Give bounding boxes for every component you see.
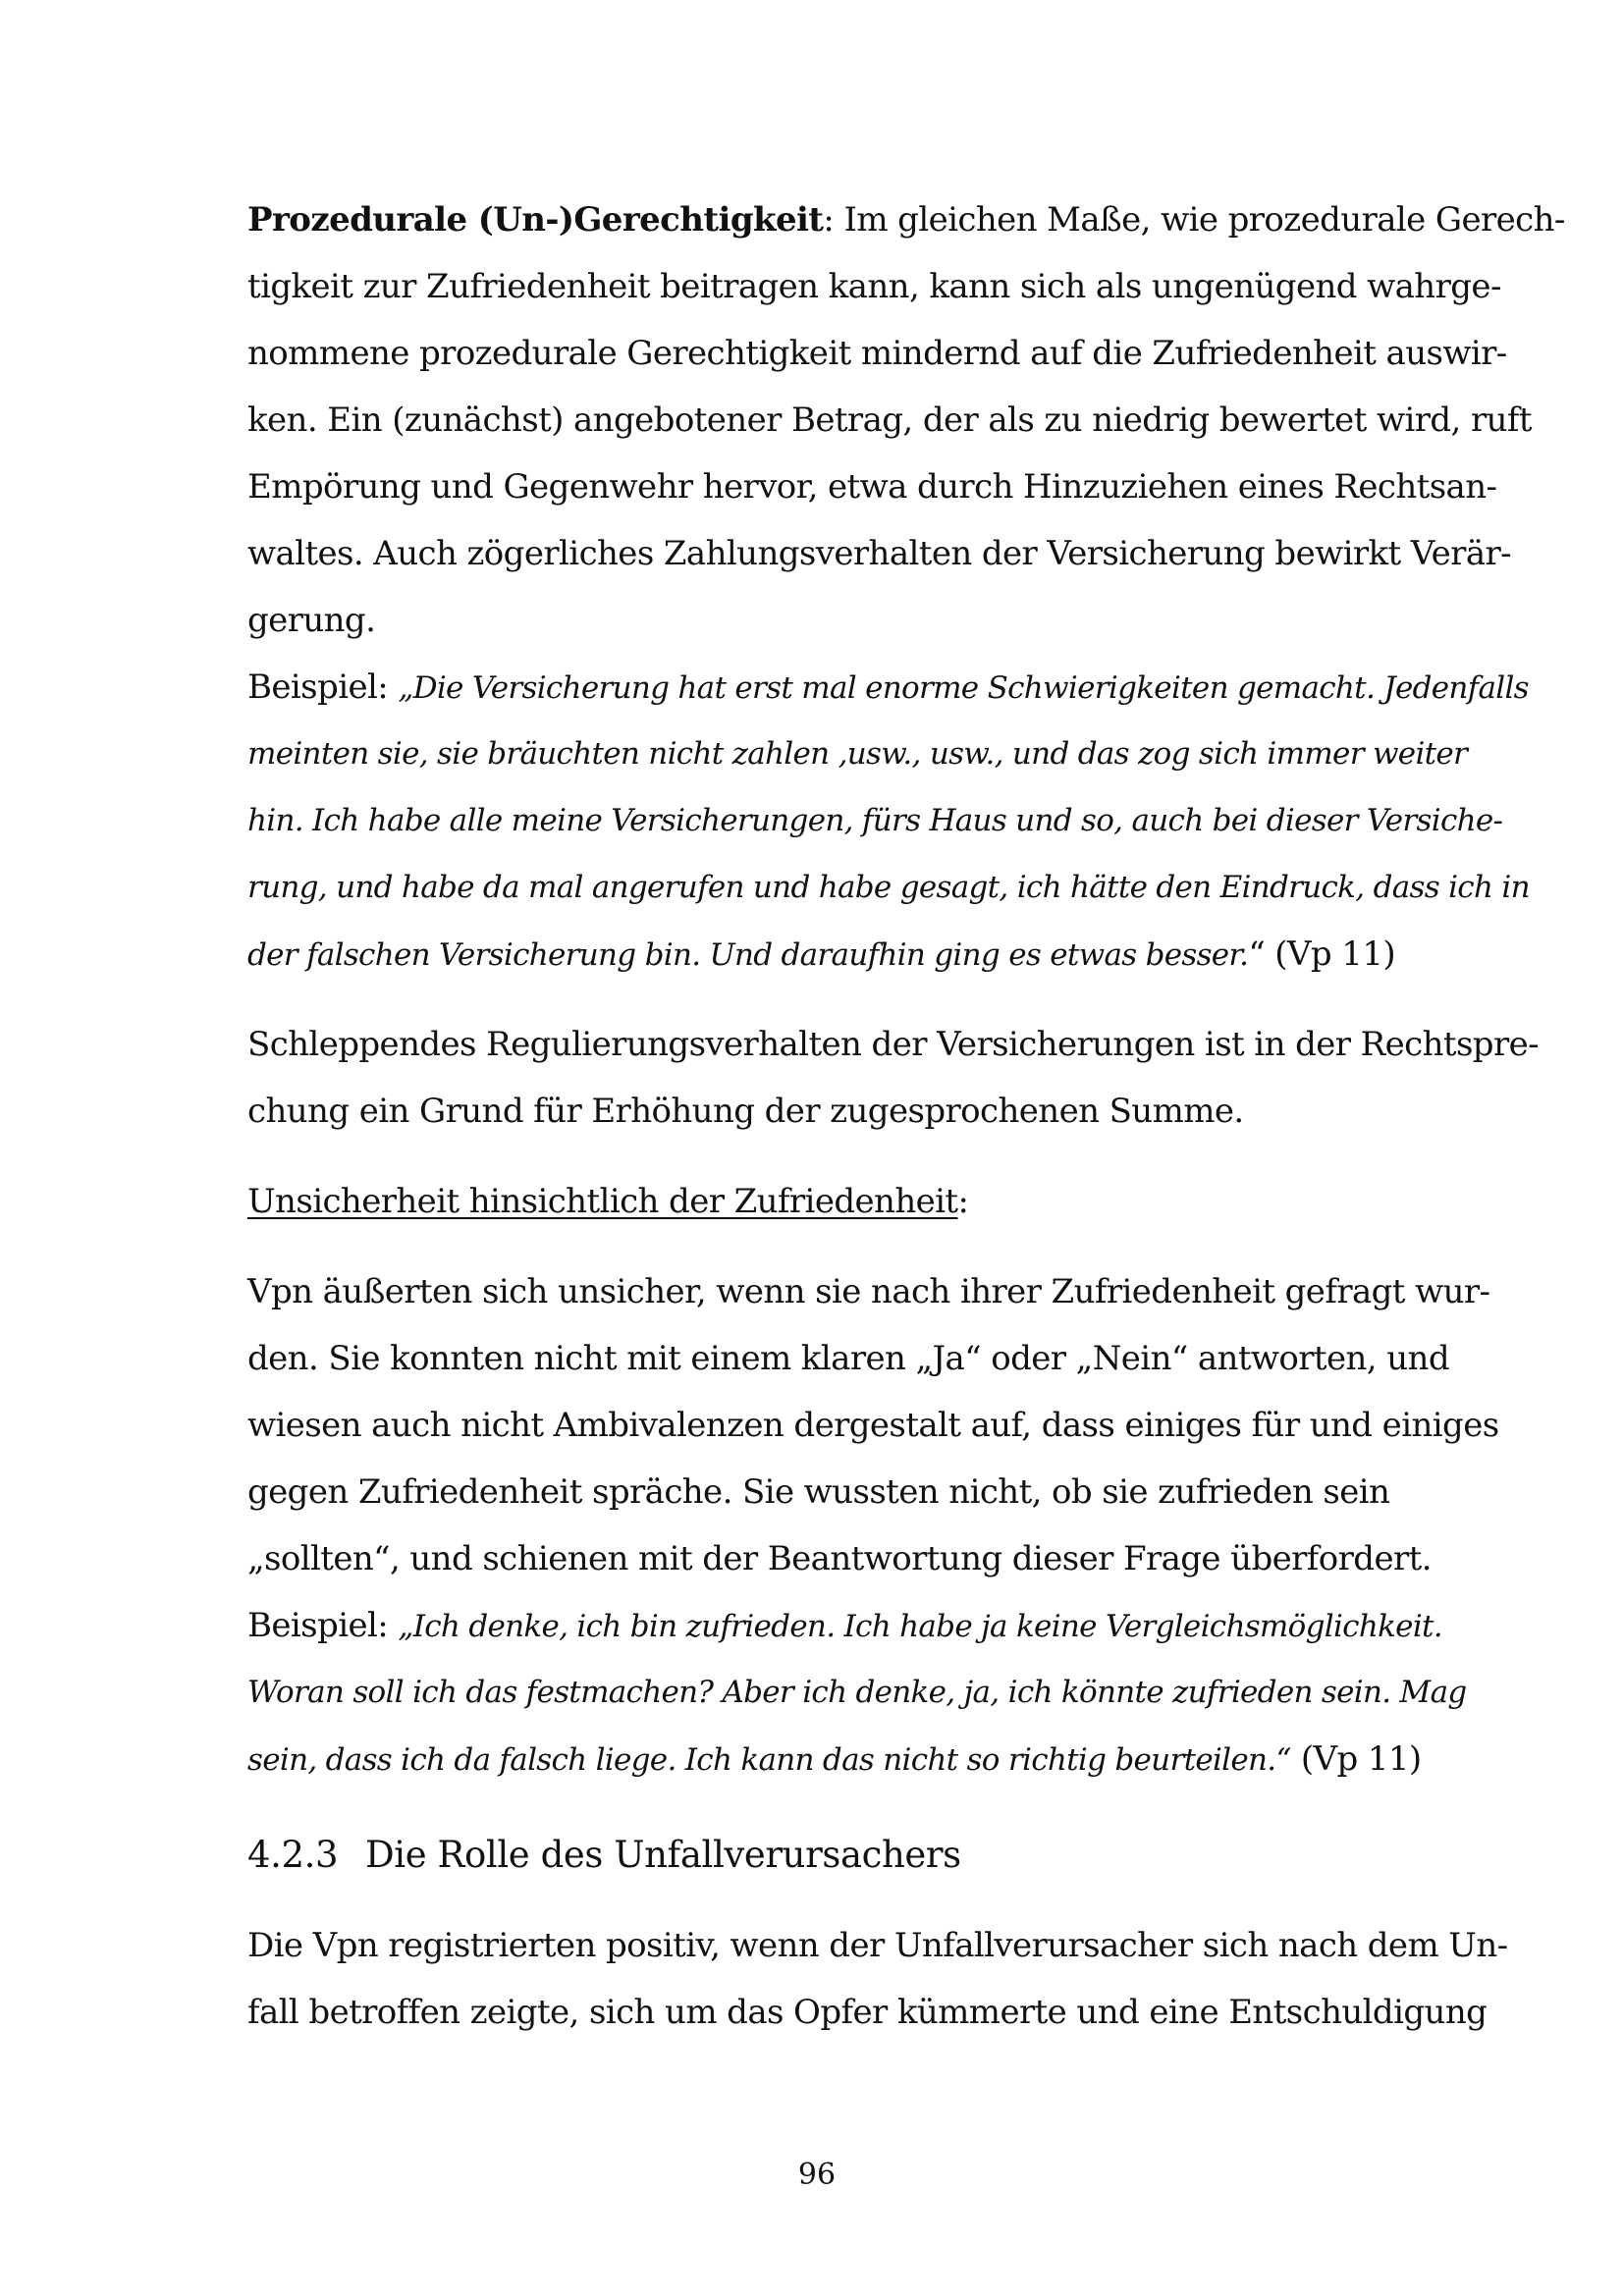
example-source: “ (Vp 11)	[1248, 934, 1396, 974]
section-number: 4.2.3	[247, 1834, 339, 1876]
example-line	[247, 1606, 1442, 1646]
subheading	[247, 1182, 968, 1221]
paragraph-line: Schleppendes Regulierungsverhalten der Versicherungen ist in der Rechtspre-	[247, 1025, 1540, 1064]
document-page	[247, 0, 1565, 2296]
example-quote: hin. Ich habe alle meine Versicherungen, fürs Haus und so, auch bei dieser Versiche-	[247, 803, 1503, 838]
section-heading	[247, 1836, 961, 1875]
example-source: (Vp 11)	[1290, 1739, 1422, 1779]
subheading-text: Unsicherheit hinsichtlich der Zufriedenheit	[247, 1182, 958, 1221]
example-quote: Woran soll ich das festmachen? Aber ich denke, ja, ich könnte zufrieden sein. Mag	[247, 1675, 1467, 1710]
paragraph-line: den. Sie konnten nicht mit einem klaren „Ja“ oder „Nein“ antworten, und	[247, 1339, 1449, 1378]
paragraph-text: : Im gleichen Maße, wie prozedurale Gerech-	[823, 200, 1565, 240]
example-quote: sein, dass ich da falsch liege. Ich kann das nicht so richtig beurteilen.“	[247, 1742, 1291, 1778]
paragraph-line: chung ein Grund für Erhöhung der zugesprochenen Summe.	[247, 1092, 1244, 1131]
example-line	[247, 1739, 1422, 1780]
example-quote: meinten sie, sie bräuchten nicht zahlen ,usw., usw., und das zog sich immer weiter	[247, 736, 1468, 772]
paragraph-line: ken. Ein (zunächst) angebotener Betrag, der als zu niedrig bewertet wird, ruft	[247, 400, 1532, 440]
paragraph-line: „sollten“, und schienen mit der Beantwortung dieser Frage überfordert.	[247, 1539, 1432, 1578]
term-heading: Prozedurale (Un-)Gerechtigkeit	[247, 200, 824, 240]
paragraph-line: fall betroffen zeigte, sich um das Opfer kümmerte und eine Entschuldigung	[247, 1993, 1488, 2032]
paragraph-line: tigkeit zur Zufriedenheit beitragen kann, kann sich als ungenügend wahrge-	[247, 267, 1501, 306]
example-quote: rung, und habe da mal angerufen und habe gesagt, ich hätte den Eindruck, dass ich in	[247, 870, 1530, 905]
paragraph-line: nommene prozedurale Gerechtigkeit mindernd auf die Zufriedenheit auswir-	[247, 334, 1507, 373]
paragraph-line: gerung.	[247, 601, 376, 640]
example-label: Beispiel:	[247, 667, 399, 707]
example-line	[247, 667, 1529, 708]
example-quote: „Ich denke, ich bin zufrieden. Ich habe ja keine Vergleichsmöglichkeit.	[398, 1609, 1442, 1644]
paragraph-line: wiesen auch nicht Ambivalenzen dergestalt auf, dass einiges für und einiges	[247, 1406, 1499, 1445]
paragraph-line	[247, 200, 1565, 240]
example-line	[247, 934, 1395, 975]
paragraph-line: Empörung und Gegenwehr hervor, etwa durch Hinzuziehen eines Rechtsan-	[247, 467, 1497, 507]
example-quote: der falschen Versicherung bin. Und daraufhin ging es etwas besser.	[247, 937, 1249, 973]
page-number: 96	[797, 2158, 837, 2192]
paragraph-line: waltes. Auch zögerliches Zahlungsverhalten der Versicherung bewirkt Verär-	[247, 534, 1512, 573]
paragraph-line: Vpn äußerten sich unsicher, wenn sie nach ihrer Zufriedenheit gefragt wur-	[247, 1272, 1490, 1311]
subheading-colon: :	[957, 1182, 969, 1221]
paragraph-line: gegen Zufriedenheit spräche. Sie wussten nicht, ob sie zufrieden sein	[247, 1472, 1390, 1512]
example-quote: „Die Versicherung hat erst mal enorme Schwierigkeiten gemacht. Jedenfalls	[398, 670, 1529, 706]
paragraph-line: Die Vpn registrierten positiv, wenn der Unfallverursacher sich nach dem Un-	[247, 1926, 1508, 1965]
example-label: Beispiel:	[247, 1606, 399, 1645]
section-title: Die Rolle des Unfallverursachers	[365, 1834, 961, 1876]
